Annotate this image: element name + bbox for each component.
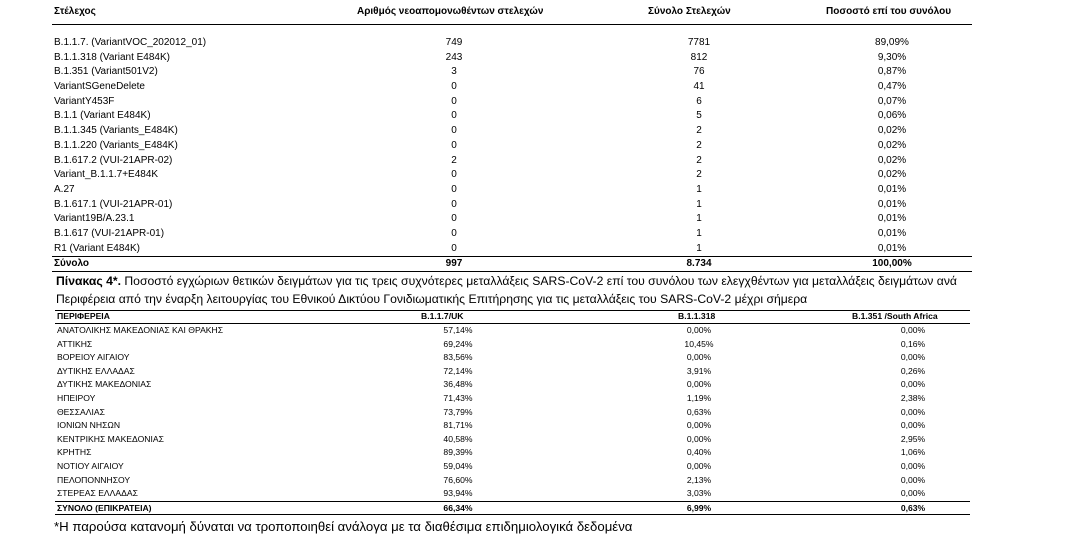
header-b117: B.1.1.7/UK <box>421 311 464 321</box>
b1351-percent: 0,00% <box>900 460 926 471</box>
table-row <box>55 324 970 338</box>
table-row <box>55 365 970 379</box>
total-strains-count: 2 <box>696 169 702 181</box>
strain-name: B.1.1 (Variant E484K) <box>54 110 151 122</box>
region-name: ΒΟΡΕΙΟΥ ΑΙΓΑΙΟΥ <box>57 352 130 363</box>
variants-total-row <box>52 256 972 272</box>
table-row <box>52 124 972 139</box>
table-row <box>52 139 972 154</box>
table-row <box>55 460 970 474</box>
total-b117: 66,34% <box>443 502 473 513</box>
b117-percent: 59,04% <box>443 460 473 471</box>
strain-name: VariantSGeneDelete <box>54 81 145 93</box>
regions-table-body <box>55 324 970 501</box>
new-isolated-count: 0 <box>451 81 457 93</box>
total-strains-count: 76 <box>693 66 705 78</box>
table-row <box>52 227 972 242</box>
total-b11318: 6,99% <box>686 502 712 513</box>
table-row <box>52 95 972 110</box>
percent-of-total: 0,01% <box>877 227 907 239</box>
region-name: ΚΕΝΤΡΙΚΗΣ ΜΑΚΕΔΟΝΙΑΣ <box>57 433 164 444</box>
b1351-percent: 1,06% <box>900 447 926 458</box>
b1351-percent: 0,16% <box>900 338 926 349</box>
header-b1351: B.1.351 /South Africa <box>852 311 938 321</box>
region-name: ΙΟΝΙΩΝ ΝΗΣΩΝ <box>57 420 121 431</box>
percent-of-total: 0,06% <box>877 110 907 122</box>
new-isolated-count: 0 <box>451 169 457 181</box>
header-strain: Στέλεχος <box>54 6 96 17</box>
region-name: ΑΝΑΤΟΛΙΚΗΣ ΜΑΚΕΔΟΝΙΑΣ ΚΑΙ ΘΡΑΚΗΣ <box>57 325 224 335</box>
total-strains-count: 41 <box>693 81 705 93</box>
new-isolated-count: 0 <box>451 110 457 122</box>
table-row <box>55 474 970 488</box>
percent-of-total: 0,02% <box>877 139 907 151</box>
b11318-percent: 10,45% <box>684 338 714 349</box>
table-row <box>52 80 972 95</box>
b11318-percent: 0,00% <box>686 325 712 335</box>
table-row <box>52 65 972 80</box>
strain-name: Variant19B/A.23.1 <box>54 213 135 225</box>
table-row <box>52 51 972 66</box>
table-row <box>55 378 970 392</box>
strain-name: B.1.1.7. (VariantVOC_202012_01) <box>54 37 207 48</box>
b1351-percent: 0,00% <box>900 488 926 499</box>
total-region-label: ΣΥΝΟΛΟ (ΕΠΙΚΡΑΤΕΙΑ) <box>57 502 152 513</box>
percent-of-total: 9,30% <box>877 51 907 63</box>
new-isolated-count: 749 <box>445 37 463 48</box>
total-strains-count: 1 <box>696 183 702 195</box>
table-row <box>52 198 972 213</box>
percent-of-total: 0,87% <box>877 66 907 78</box>
total-label: Σύνολο <box>54 258 90 270</box>
strain-name: B.1.617.2 (VUI-21APR-02) <box>54 154 173 166</box>
percent-of-total: 0,02% <box>877 169 907 181</box>
total-strains-count: 1 <box>696 198 702 210</box>
total-strains-count: 1 <box>696 242 702 254</box>
strain-name: B.1.1.345 (Variants_E484K) <box>54 125 178 137</box>
region-name: ΘΕΣΣΑΛΙΑΣ <box>57 406 105 417</box>
caption-label: Πίνακας 4*. <box>56 274 121 288</box>
b1351-percent: 0,00% <box>900 379 926 390</box>
table-row <box>55 433 970 447</box>
percent-of-total: 0,47% <box>877 81 907 93</box>
total-new-isolated: 997 <box>445 258 463 270</box>
b11318-percent: 0,00% <box>686 379 712 390</box>
percent-of-total: 0,02% <box>877 154 907 166</box>
percent-of-total: 0,01% <box>877 198 907 210</box>
b1351-percent: 0,26% <box>900 365 926 376</box>
new-isolated-count: 0 <box>451 213 457 225</box>
total-strains-count: 812 <box>690 51 708 63</box>
b11318-percent: 0,00% <box>686 352 712 363</box>
table-row <box>55 446 970 460</box>
regions-total-row <box>55 501 970 515</box>
region-name: ΠΕΛΟΠΟΝΝΗΣΟΥ <box>57 474 131 485</box>
percent-of-total: 89,09% <box>875 37 909 48</box>
region-name: ΔΥΤΙΚΗΣ ΜΑΚΕΔΟΝΙΑΣ <box>57 379 152 390</box>
strain-name: R1 (Variant E484K) <box>54 242 140 254</box>
table-row <box>55 419 970 433</box>
total-strains-count: 7781 <box>687 37 711 48</box>
regions-table <box>55 310 970 515</box>
total-strains-count: 6 <box>696 95 702 107</box>
caption-text: Ποσοστό εγχώριων θετικών δειγμάτων για τις τρεις συχνότερες μεταλλάξεις SARS-CoV-2 επί του συνόλου των ελεγχθέντων για μεταλλάξεις δειγμάτων ανά Περιφέρεια από την έναρξη λειτουργίας του Εθνικού Δικτύου Γονιδιωματικής Επιτήρησης για τις μεταλλάξεις του SARS-CoV-2 μέχρι σήμερα <box>56 274 957 306</box>
region-name: ΚΡΗΤΗΣ <box>57 447 92 458</box>
b117-percent: 72,14% <box>443 365 473 376</box>
b1351-percent: 0,00% <box>900 420 926 431</box>
new-isolated-count: 0 <box>451 139 457 151</box>
b117-percent: 81,71% <box>443 420 473 431</box>
b117-percent: 93,94% <box>443 488 473 499</box>
new-isolated-count: 2 <box>451 154 457 166</box>
strain-name: B.1.1.318 (Variant E484K) <box>54 51 170 63</box>
new-isolated-count: 0 <box>451 242 457 254</box>
percent-of-total: 0,01% <box>877 242 907 254</box>
variants-table-body <box>52 36 972 256</box>
new-isolated-count: 0 <box>451 183 457 195</box>
percent-of-total: 0,01% <box>877 213 907 225</box>
table-row <box>55 406 970 420</box>
b1351-percent: 0,00% <box>900 474 926 485</box>
b117-percent: 73,79% <box>443 406 473 417</box>
b11318-percent: 3,03% <box>686 488 712 499</box>
strain-name: VariantY453F <box>54 95 115 107</box>
b11318-percent: 3,91% <box>686 365 712 376</box>
b117-percent: 89,39% <box>443 447 473 458</box>
percent-of-total: 0,02% <box>877 125 907 137</box>
strain-name: B.1.617 (VUI-21APR-01) <box>54 227 165 239</box>
header-region: ΠΕΡΙΦΕΡΕΙΑ <box>57 311 110 321</box>
b11318-percent: 0,00% <box>686 420 712 431</box>
region-name: ΑΤΤΙΚΗΣ <box>57 338 93 349</box>
b117-percent: 40,58% <box>443 433 473 444</box>
table-row <box>52 183 972 198</box>
new-isolated-count: 0 <box>451 198 457 210</box>
header-b11318: B.1.1.318 <box>678 311 716 321</box>
total-strains-count: 1 <box>696 213 702 225</box>
table-row <box>52 212 972 227</box>
strain-name: Variant_B.1.1.7+E484K <box>54 169 159 181</box>
regions-table-header <box>55 310 970 324</box>
b1351-percent: 2,38% <box>900 392 926 403</box>
header-total-strains: Σύνολο Στελεχών <box>648 6 731 17</box>
b11318-percent: 0,40% <box>686 447 712 458</box>
b1351-percent: 2,95% <box>900 433 926 444</box>
b1351-percent: 0,00% <box>900 325 926 335</box>
table-row <box>55 392 970 406</box>
variants-table <box>52 4 972 272</box>
table-row <box>52 109 972 124</box>
b117-percent: 71,43% <box>443 392 473 403</box>
footnote: *Η παρούσα κατανομή δύναται να τροποποιηθεί ανάλογα με τα διαθέσιμα επιδημιολογικά δεδομένα <box>54 519 633 534</box>
b11318-percent: 0,00% <box>686 460 712 471</box>
percent-of-total: 0,01% <box>877 183 907 195</box>
table-row <box>52 168 972 183</box>
b1351-percent: 0,00% <box>900 406 926 417</box>
strain-name: B.1.1.220 (Variants_E484K) <box>54 139 178 151</box>
header-new-isolated: Αριθμός νεοαπομονωθέντων στελεχών <box>357 6 544 17</box>
table-row <box>52 36 972 51</box>
table-row <box>55 351 970 365</box>
table-row <box>55 338 970 352</box>
b117-percent: 83,56% <box>443 352 473 363</box>
table-row <box>52 242 972 257</box>
strain-name: B.1.617.1 (VUI-21APR-01) <box>54 198 173 210</box>
b117-percent: 36,48% <box>443 379 473 390</box>
table-row <box>55 487 970 501</box>
table-caption <box>56 272 1016 308</box>
new-isolated-count: 0 <box>451 227 457 239</box>
b117-percent: 69,24% <box>443 338 473 349</box>
total-strains-count: 1 <box>696 227 702 239</box>
strain-name: A.27 <box>54 183 75 195</box>
new-isolated-count: 3 <box>451 66 457 78</box>
total-percent: 100,00% <box>872 258 912 270</box>
total-strains-count: 2 <box>696 125 702 137</box>
region-name: ΔΥΤΙΚΗΣ ΕΛΛΑΔΑΣ <box>57 365 135 376</box>
b11318-percent: 2,13% <box>686 474 712 485</box>
total-strains-count: 2 <box>696 139 702 151</box>
total-strains: 8.734 <box>686 258 712 270</box>
total-strains-count: 2 <box>696 154 702 166</box>
region-name: ΣΤΕΡΕΑΣ ΕΛΛΑΔΑΣ <box>57 488 138 499</box>
b11318-percent: 0,63% <box>686 406 712 417</box>
percent-of-total: 0,07% <box>877 95 907 107</box>
b117-percent: 76,60% <box>443 474 473 485</box>
strain-name: B.1.351 (Variant501V2) <box>54 66 158 78</box>
variants-table-header <box>52 4 972 25</box>
table-row <box>52 154 972 169</box>
b117-percent: 57,14% <box>443 325 473 335</box>
new-isolated-count: 243 <box>445 51 463 63</box>
b11318-percent: 1,19% <box>686 392 712 403</box>
b11318-percent: 0,00% <box>686 433 712 444</box>
total-strains-count: 5 <box>696 110 702 122</box>
new-isolated-count: 0 <box>451 125 457 137</box>
total-b1351: 0,63% <box>900 502 926 513</box>
region-name: ΝΟΤΙΟΥ ΑΙΓΑΙΟΥ <box>57 460 124 471</box>
header-percent-of-total: Ποσοστό επί του συνόλου <box>826 6 952 17</box>
region-name: ΗΠΕΙΡΟΥ <box>57 392 96 403</box>
new-isolated-count: 0 <box>451 95 457 107</box>
b1351-percent: 0,00% <box>900 352 926 363</box>
